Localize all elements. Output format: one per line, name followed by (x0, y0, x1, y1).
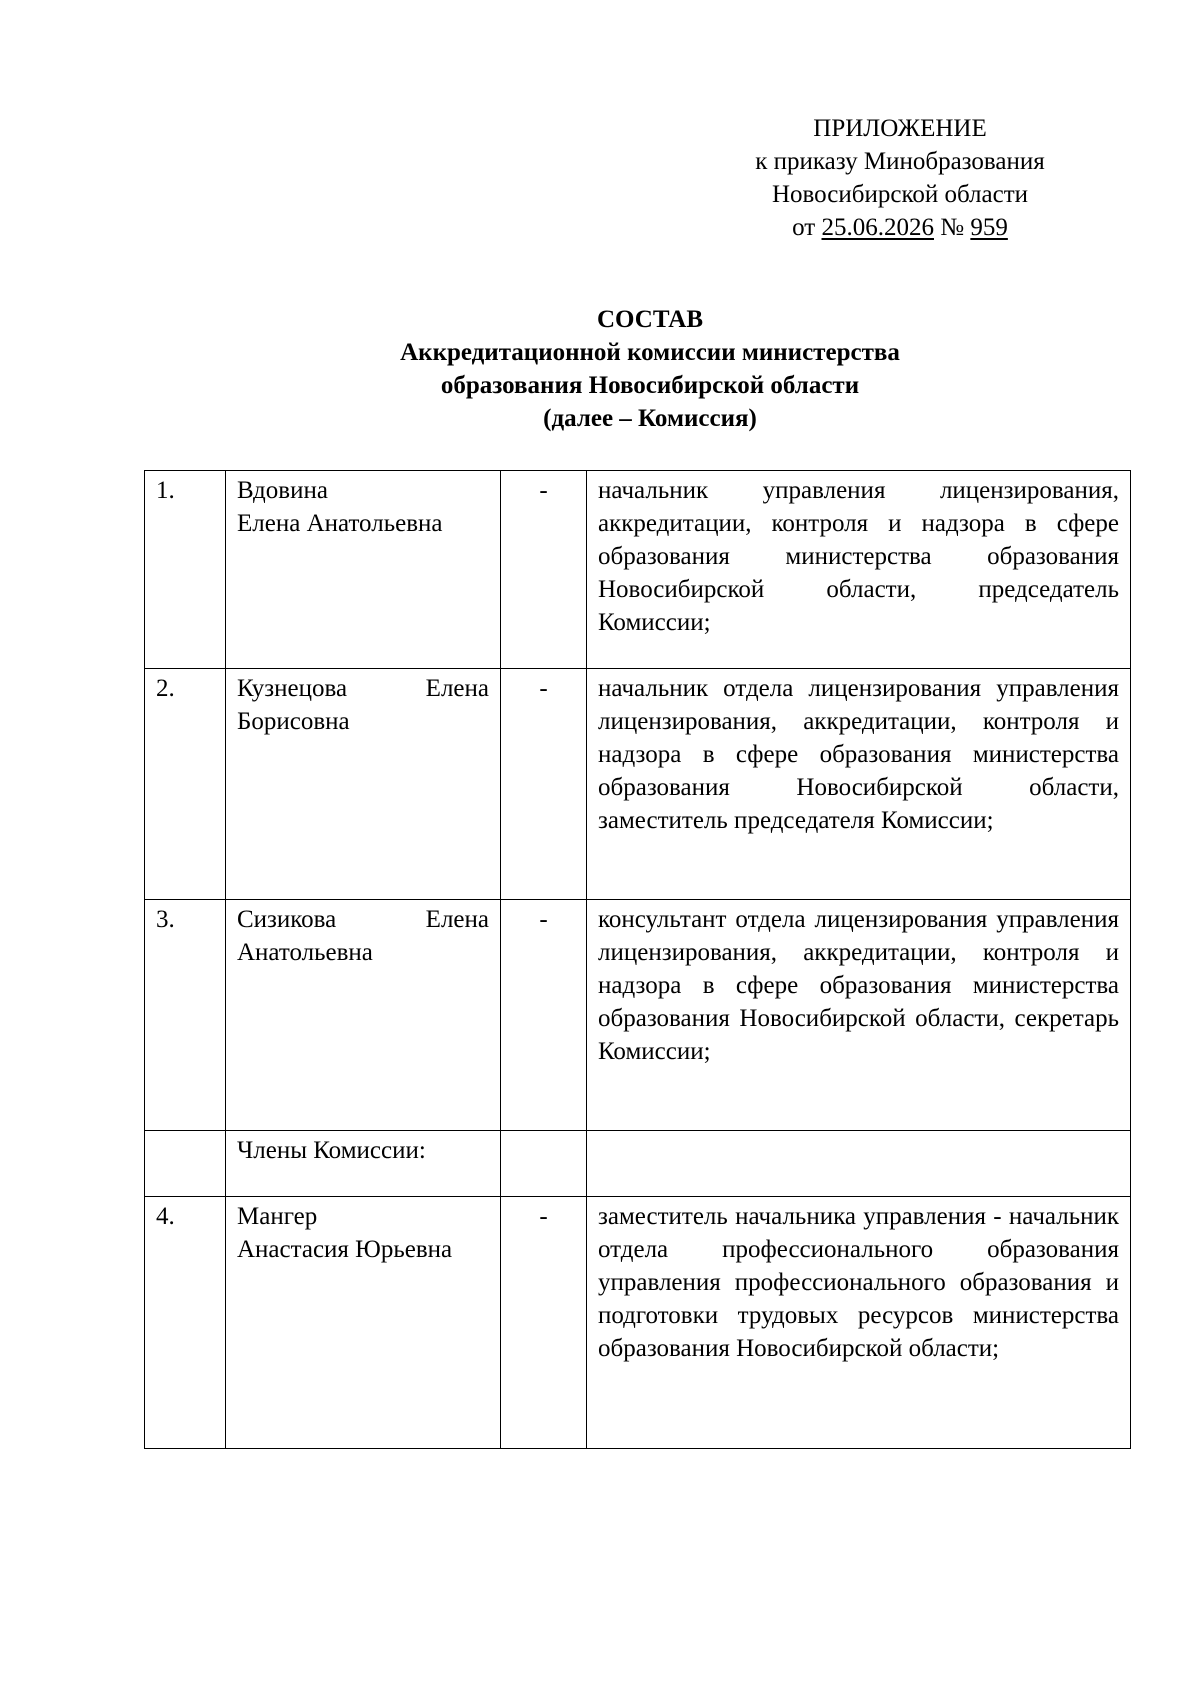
table-row (145, 471, 1131, 669)
member-role: заместитель начальника управления - начальник отдела профессионального образования управления профессионального образования и подготовки трудовых ресурсов министерства образования Новосибирской области; (587, 1197, 1131, 1449)
member-number: 2. (145, 669, 226, 900)
annex-date: 25.06.2026 (821, 214, 934, 241)
table-row (145, 900, 1131, 1131)
annex-number-sign: № (940, 214, 965, 241)
member-dash: - (501, 669, 587, 900)
annex-date-prefix: от (792, 214, 816, 241)
member-number: 1. (145, 471, 226, 669)
table-row-members-header (145, 1131, 1131, 1197)
table-row (145, 669, 1131, 900)
heading-line-2: Аккредитационной комиссии министерства (400, 339, 900, 366)
member-role (587, 1131, 1131, 1197)
heading-title: СОСТАВ (596, 306, 704, 333)
member-role: консультант отдела лицензирования управления лицензирования, аккредитации, контроля и надзора в сфере образования министерства образования Новосибирской области, секретарь Комиссии; (587, 900, 1131, 1131)
annex-number: 959 (970, 214, 1008, 241)
table-row (145, 1197, 1131, 1449)
commission-members-table (144, 470, 1131, 1449)
member-dash: - (501, 1197, 587, 1449)
member-name (226, 1197, 501, 1449)
member-role: начальник отдела лицензирования управления лицензирования, аккредитации, контроля и надзора в сфере образования министерства образования Новосибирской области, заместитель председателя Комиссии; (587, 669, 1131, 900)
member-role: начальник управления лицензирования, аккредитации, контроля и надзора в сфере образования министерства образования Новосибирской области, председатель Комиссии; (587, 471, 1131, 669)
annex-header (720, 112, 1080, 244)
member-dash (501, 1131, 587, 1197)
annex-date-line (720, 211, 1080, 244)
heading-line-4: (далее – Комиссия) (543, 405, 757, 432)
member-number (145, 1131, 226, 1197)
member-name-line: Вдовина Елена Анатольевна (237, 477, 443, 537)
member-dash: - (501, 471, 587, 669)
annex-title: ПРИЛОЖЕНИЕ (813, 115, 987, 142)
document-heading (140, 303, 1160, 435)
annex-order-reference: к приказу Минобразования (755, 148, 1045, 175)
member-name (226, 471, 501, 669)
heading-line-3: образования Новосибирской области (440, 372, 860, 399)
member-name: Кузнецова Елена Борисовна (226, 669, 501, 900)
annex-region: Новосибирской области (771, 181, 1029, 208)
member-name: Сизикова Елена Анатольевна (226, 900, 501, 1131)
member-number: 4. (145, 1197, 226, 1449)
members-section-label: Члены Комиссии: (226, 1131, 501, 1197)
member-name-line: Мангер Анастасия Юрьевна (237, 1203, 453, 1263)
member-dash: - (501, 900, 587, 1131)
member-number: 3. (145, 900, 226, 1131)
